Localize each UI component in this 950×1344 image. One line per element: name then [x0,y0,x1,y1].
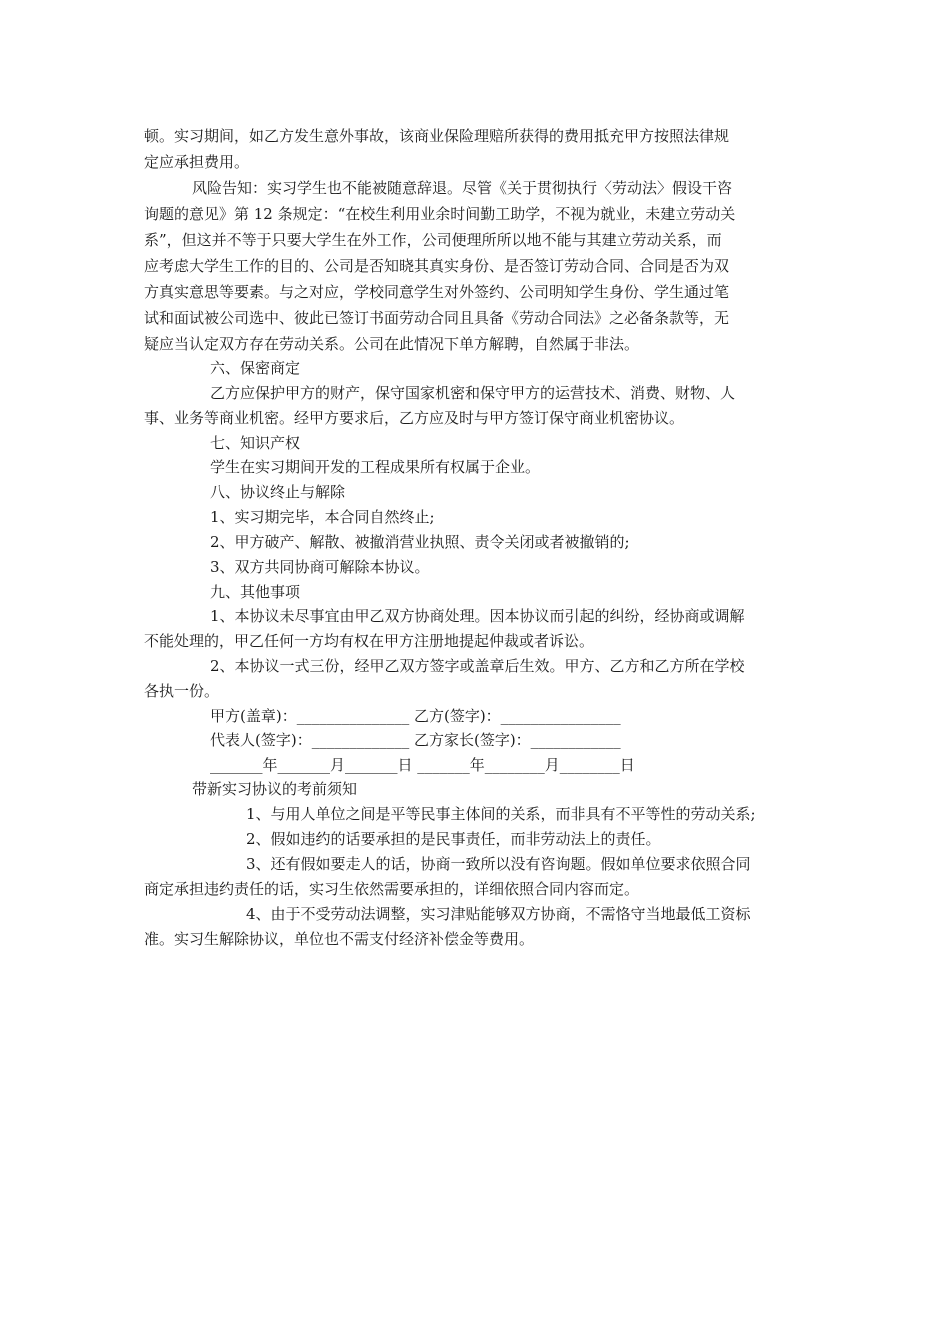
section-heading: 七、知识产权 [210,434,301,452]
list-item: 3、还有假如要走人的话，协商一致所以没有咨询题。假如单位要求依照合同 [246,855,751,873]
list-item: 2、假如违约的话要承担的是民事责任，而非劳动法上的责任。 [246,830,661,848]
list-item: 1、实习期完毕，本合同自然终止; [210,508,435,526]
paragraph-line: 乙方应保护甲方的财产，保守国家机密和保守甲方的运营技术、消费、财物、人 [210,384,736,402]
list-item: 1、与用人单位之间是平等民事主体间的关系，而非具有不平等性的劳动关系; [246,805,756,823]
list-item: 3、双方共同协商可解除本协议。 [210,558,430,576]
section-heading: 带新实习协议的考前须知 [192,780,358,798]
paragraph-line: 各执一份。 [144,682,220,700]
paragraph-line: 试和面试被公司选中、彼此已签订书面劳动合同且具备《劳动合同法》之必备条款等，无 [144,309,730,327]
section-heading: 八、协议终止与解除 [210,483,346,501]
date-line: _______年_______月_______日 _______年________月________日 [210,756,635,774]
paragraph-line: 疑应当认定双方存在劳动关系。公司在此情况下单方解聘，自然属于非法。 [144,335,640,353]
list-item: 1、本协议未尽事宜由甲乙双方协商处理。因本协议而引起的纠纷，经协商或调解 [210,607,745,625]
paragraph-line: 应考虑大学生工作的目的、公司是否知晓其真实身份、是否签订劳动合同、合同是否为双 [144,257,730,275]
section-heading: 六、保密商定 [210,359,301,377]
signature-line-representative: 代表人(签字)：_____________ 乙方家长(签字)：____________ [210,731,621,749]
paragraph-line: 方真实意思等要素。与之对应，学校同意学生对外签约、公司明知学生身份、学生通过笔 [144,283,730,301]
paragraph-line: 不能处理的，甲乙任何一方均有权在甲方注册地提起仲裁或者诉讼。 [144,632,595,650]
list-item: 4、由于不受劳动法调整，实习津贴能够双方协商，不需恪守当地最低工资标 [246,905,751,923]
section-heading: 九、其他事项 [210,583,301,601]
list-item: 2、甲方破产、解散、被撤消营业执照、责令关闭或者被撤销的; [210,533,630,551]
paragraph-line: 询题的意见》第 12 条规定：“在校生利用业余时间勤工助学，不视为就业，未建立劳动关 [144,205,736,223]
paragraph-line: 定应承担费用。 [144,153,250,171]
paragraph-line: 风险告知：实习学生也不能被随意辞退。尽管《关于贯彻执行〈劳动法〉假设干咨 [192,179,733,197]
signature-line-party-a: 甲方(盖章)：_______________ 乙方(签字)：________________ [210,707,621,725]
paragraph-line: 系”，但这并不等于只要大学生在外工作，公司便理所所以地不能与其建立劳动关系，而 [144,231,722,249]
paragraph-line: 商定承担违约责任的话，实习生依然需要承担的，详细依照合同内容而定。 [144,880,640,898]
paragraph-line: 准。实习生解除协议，单位也不需支付经济补偿金等费用。 [144,930,535,948]
paragraph-line: 学生在实习期间开发的工程成果所有权属于企业。 [210,458,541,476]
paragraph-line: 事、业务等商业机密。经甲方要求后，乙方应及时与甲方签订保守商业机密协议。 [144,409,685,427]
paragraph-line: 顿。实习期间，如乙方发生意外事故，该商业保险理赔所获得的费用抵充甲方按照法律规 [144,127,730,145]
list-item: 2、本协议一式三份，经甲乙双方签字或盖章后生效。甲方、乙方和乙方所在学校 [210,657,745,675]
